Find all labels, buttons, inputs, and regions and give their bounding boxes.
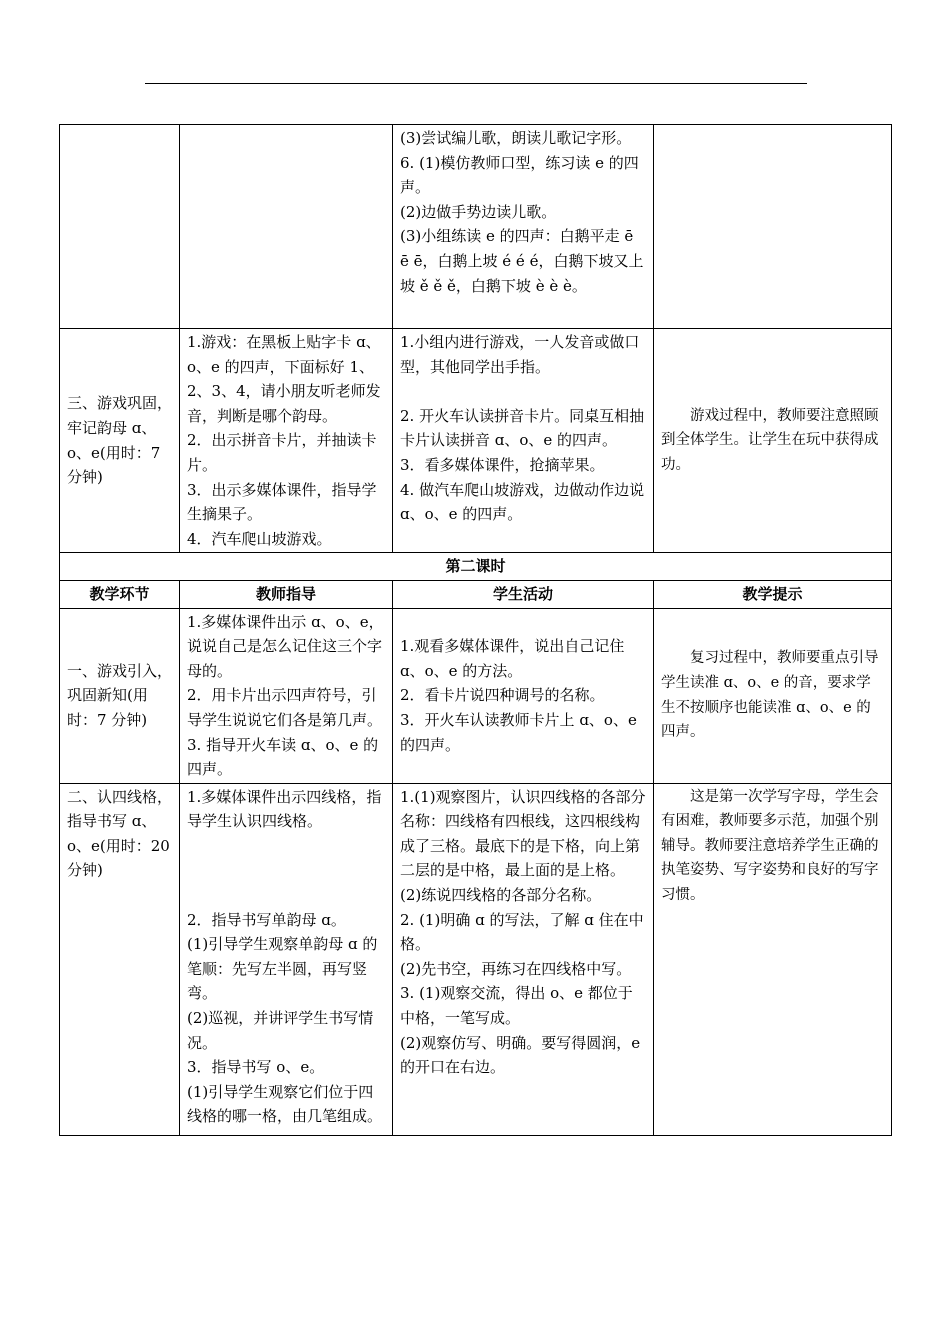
student-item: 4. 做汽车爬山坡游戏，边做动作边说 ɑ、o、e 的四声。 <box>400 480 645 524</box>
hint-cell <box>654 608 892 783</box>
teacher-item: 3．出示多媒体课件，指导学生摘果子。 <box>187 480 377 524</box>
stage-cell <box>60 608 180 783</box>
spacer <box>187 834 385 908</box>
student-item: (3)小组练读 e 的四声：白鹅平走 ē ē ē，白鹅上坡 é é é，白鹅下坡又上坡 ě ě ě，白鹅下坡 è è è。 <box>400 227 644 295</box>
student-item: (2)先书空，再练习在四线格中写。 <box>400 959 632 978</box>
hint-cell <box>654 783 892 1135</box>
teacher-item: 2．指导书写单韵母 ɑ。 <box>187 910 346 929</box>
header-student: 学生活动 <box>393 580 654 608</box>
table-row-continued <box>60 125 892 329</box>
section-title: 第二课时 <box>60 553 892 581</box>
student-item: (2)观察仿写、明确。要写得圆润，e 的开口在右边。 <box>400 1033 641 1077</box>
hint-text: 这是第一次学写字母，学生会有困难，教师要多示范，加强个别辅导。教师要注意培养学生正确的执笔姿势、写字姿势和良好的写字习惯。 <box>661 788 879 904</box>
hint-text: 复习过程中，教师要重点引导学生读准 ɑ、o、e 的音，要求学生不按顺序也能读准 ɑ、o、e 的四声。 <box>661 650 879 741</box>
student-item: (3)尝试编儿歌，朗读儿歌记字形。 <box>400 129 632 147</box>
spacer <box>400 379 646 404</box>
student-item: 3. (1)观察交流，得出 o、e 都位于中格，一笔写成。 <box>400 984 633 1028</box>
teacher-item: 1.多媒体课件出示四线格，指导学生认识四线格。 <box>187 787 382 831</box>
header-row <box>60 580 892 608</box>
teacher-item: 3．指导书写 o、e。 <box>187 1058 325 1077</box>
table-row-game <box>60 329 892 553</box>
student-item: 1.(1)观察图片，认识四线格的各部分名称：四线格有四根线，这四根线构成了三格。最底下的是下格，向上第二层的是中格，最上面的是上格。 <box>400 787 646 880</box>
stage-label: 三、游戏巩固，牢记韵母 ɑ、o、e(用时：7 分钟) <box>67 394 173 487</box>
student-item: 1.小组内进行游戏，一人发音或做口型，其他同学出手指。 <box>400 333 640 376</box>
hint-cell <box>654 125 892 329</box>
teacher-item: 2．用卡片出示四声符号，引导学生说说它们各是第几声。 <box>187 686 383 729</box>
student-cell <box>393 125 654 329</box>
table-row-intro <box>60 608 892 783</box>
section-title-row <box>60 553 892 581</box>
hint-cell <box>654 329 892 553</box>
student-item: 6. (1)模仿教师口型，练习读 e 的四声。 <box>400 153 639 197</box>
header-stage: 教学环节 <box>60 580 180 608</box>
stage-cell <box>60 125 180 329</box>
teacher-cell <box>180 125 393 329</box>
student-item: 3．开火车认读教师卡片上 ɑ、o、e 的四声。 <box>400 710 637 754</box>
stage-label: 二、认四线格，指导书写 ɑ、o、e(用时：20 分钟) <box>67 787 173 880</box>
teacher-item: (1)引导学生观察单韵母 ɑ 的笔顺：先写左半圆，再写竖弯。 <box>187 935 378 1003</box>
student-cell <box>393 608 654 783</box>
header-teacher: 教师指导 <box>180 580 393 608</box>
teacher-cell <box>180 783 393 1135</box>
teacher-cell <box>180 608 393 783</box>
student-item: 2．看卡片说四种调号的名称。 <box>400 686 605 705</box>
hint-text: 游戏过程中，教师要注意照顾到全体学生。让学生在玩中获得成功。 <box>661 407 879 473</box>
teacher-item: (1)引导学生观察它们位于四线格的哪一格，由几笔组成。 <box>187 1082 383 1126</box>
teacher-item: 1.多媒体课件出示 ɑ、o、e，说说自己是怎么记住这三个字母的。 <box>187 612 384 680</box>
student-item: 3．看多媒体课件，抢摘苹果。 <box>400 455 605 474</box>
stage-label: 一、游戏引入，巩固新知(用时：7 分钟) <box>67 661 173 729</box>
stage-cell <box>60 329 180 553</box>
header-hint: 教学提示 <box>654 580 892 608</box>
header-rule <box>145 83 807 84</box>
teacher-item: (2)巡视，并讲评学生书写情况。 <box>187 1009 374 1052</box>
teacher-item: 4．汽车爬山坡游戏。 <box>187 529 332 548</box>
stage-cell <box>60 783 180 1135</box>
student-item: (2)练说四线格的各部分名称。 <box>400 886 602 905</box>
student-cell <box>393 783 654 1135</box>
lesson-plan-table <box>59 124 892 1136</box>
teacher-item: 3. 指导开火车读 ɑ、o、e 的四声。 <box>187 735 379 779</box>
teacher-item: 2．出示拼音卡片，并抽读卡片。 <box>187 431 377 474</box>
teacher-cell <box>180 329 393 553</box>
student-item: 2. (1)明确 ɑ 的写法，了解 ɑ 住在中格。 <box>400 910 644 954</box>
teacher-item: 1.游戏：在黑板上贴字卡 ɑ、o、e 的四声，下面标好 1、2、3、4，请小朋友听老师发音，判断是哪个韵母。 <box>187 333 381 425</box>
student-item: (2)边做手势边读儿歌。 <box>400 202 557 221</box>
table-row-write <box>60 783 892 1135</box>
student-item: 1.观看多媒体课件，说出自己记住 ɑ、o、e 的方法。 <box>400 637 625 680</box>
student-cell <box>393 329 654 553</box>
student-item: 2. 开火车认读拼音卡片。同桌互相抽卡片认读拼音 ɑ、o、e 的四声。 <box>400 406 645 450</box>
